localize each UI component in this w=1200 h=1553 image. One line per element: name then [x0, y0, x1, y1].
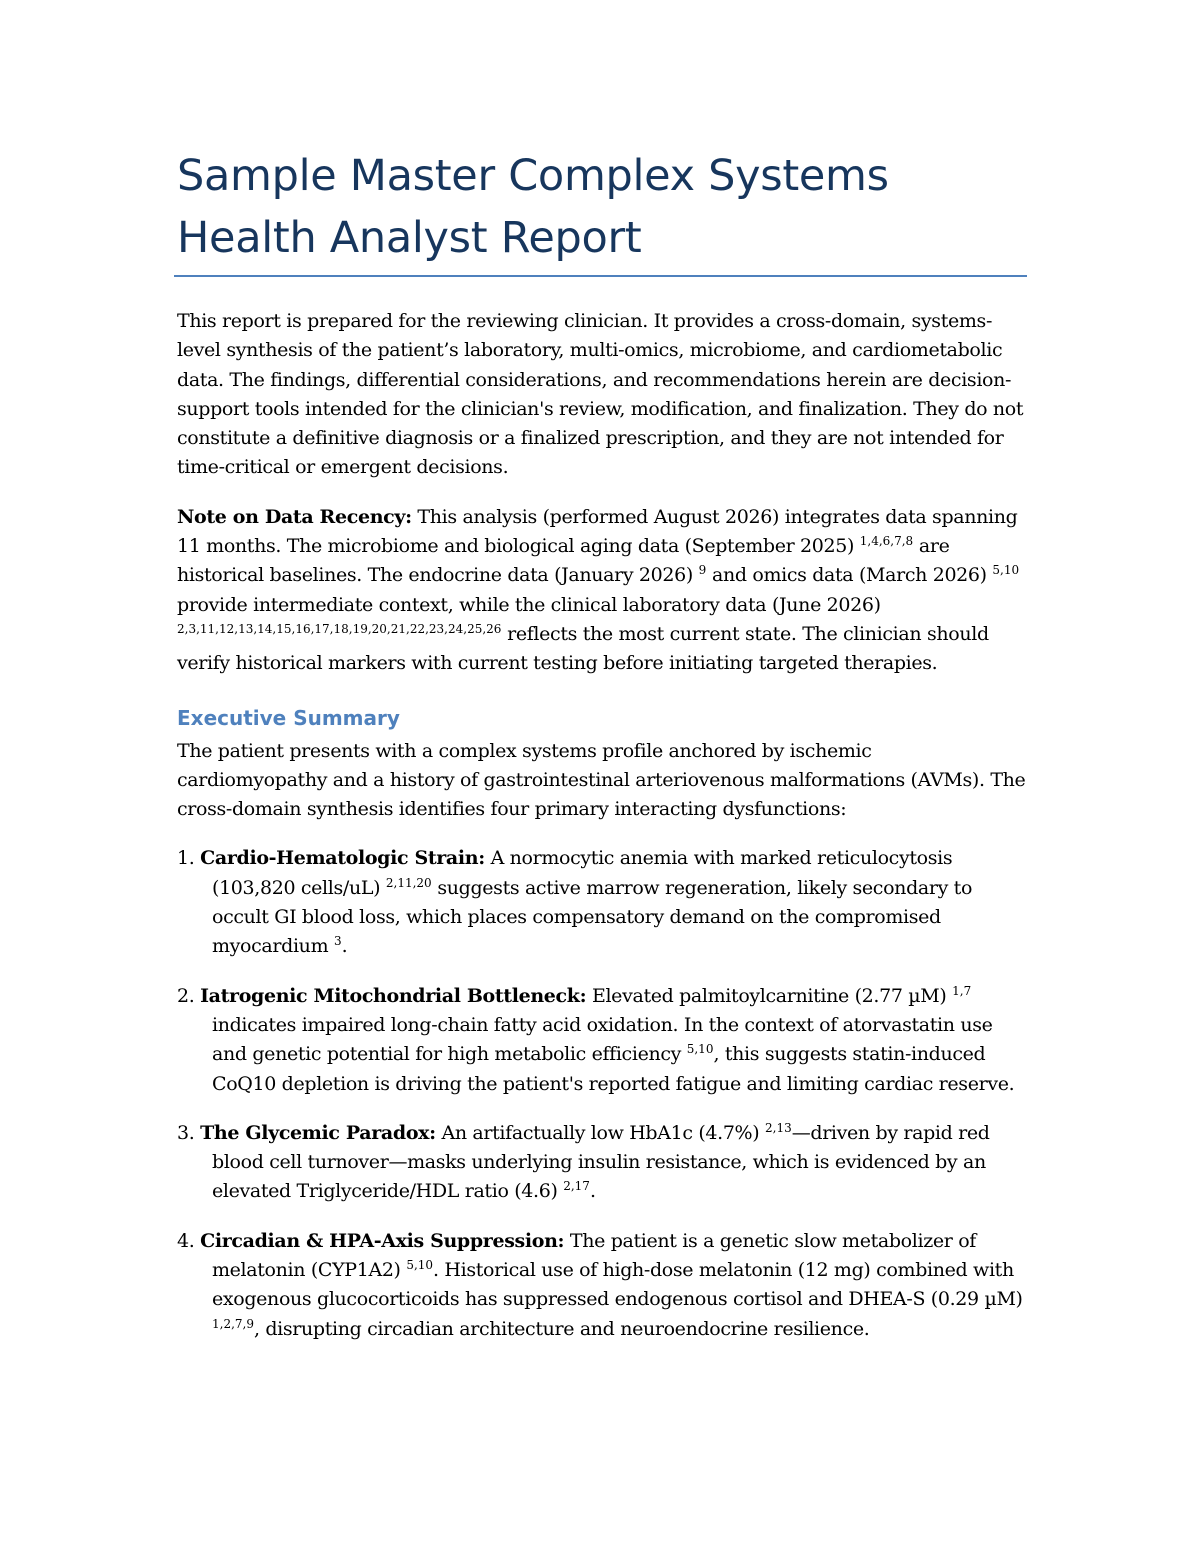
- list-item-text: An artifactually low HbA1c (4.7%): [435, 1121, 766, 1144]
- executive-summary-intro: The patient presents with a complex systems profile anchored by ischemic cardiomyopathy and a history of gastrointestinal arteriovenous malformations (AVMs). The cross-domain synthesis identifies four primary interacting dysfunctions:: [177, 739, 1026, 821]
- list-item-text: Elevated palmitoylcarnitine (2.77 µM): [586, 984, 953, 1007]
- citation-superscript: 5,10: [686, 1042, 714, 1057]
- list-item-label: Cardio-Hematologic Strain:: [200, 847, 485, 870]
- citation-superscript: 2,3,11,12,13,14,15,16,17,18,19,20,21,22,23,24,25,26: [177, 621, 502, 636]
- list-item: [177, 982, 1027, 1099]
- report-title-line-2: Health Analyst Report: [177, 213, 642, 263]
- data-recency-label: Note on Data Recency:: [177, 505, 412, 528]
- data-recency-note: [177, 503, 1027, 679]
- report-title: [177, 145, 1027, 269]
- citation-superscript: 9: [698, 563, 707, 578]
- list-item-number: 3.: [177, 1121, 201, 1144]
- list-item: [177, 844, 1027, 961]
- list-item-label: Circadian & HPA-Axis Suppression:: [200, 1229, 565, 1252]
- citation-superscript: 5,10: [992, 563, 1020, 578]
- intro-paragraph: This report is prepared for the reviewing clinician. It provides a cross-domain, systems-level synthesis of the patient’s laboratory, multi-omics, microbiome, and cardiometabolic data. The findings, differential considerations, and recommendations herein are decision-support tools intended for the clinician's review, modification, and finalization. They do not constitute a definitive diagnosis or a finalized prescription, and they are not intended for time-critical or emergent decisions.: [177, 310, 1024, 479]
- list-item-text: suggests active marrow regeneration, likely secondary to occult GI blood loss, which places compensatory demand on the compromised myocardium: [212, 876, 973, 958]
- list-item-label: Iatrogenic Mitochondrial Bottleneck:: [200, 984, 587, 1007]
- list-item-number: 4.: [177, 1229, 201, 1252]
- findings-list: [177, 844, 1027, 1343]
- list-item-text: .: [341, 935, 348, 958]
- list-item-number: 2.: [177, 984, 201, 1007]
- list-item-text: —driven by rapid red blood cell turnover—masks underlying insulin resistance, which is evidenced by an elevated Triglyceride/HDL ratio (4.6): [212, 1121, 990, 1203]
- executive-summary-heading: Executive Summary: [177, 705, 400, 730]
- list-item-text: indicates impaired long-chain fatty acid oxidation. In the context of atorvastatin use and genetic potential for high metabolic efficiency: [212, 1013, 993, 1066]
- citation-superscript: 2,11,20: [385, 875, 432, 890]
- list-item-number: 1.: [177, 847, 201, 870]
- report-page: [177, 145, 1027, 1364]
- list-item-text: The patient is a genetic slow metabolizer of melatonin (CYP1A2): [212, 1229, 976, 1282]
- list-item-text: , disrupting circadian architecture and neuroendocrine resilience.: [253, 1317, 870, 1340]
- list-item-text: .: [589, 1180, 596, 1203]
- citation-superscript: 1,2,7,9: [212, 1316, 254, 1331]
- recency-text-3: and omics data (March 2026): [706, 564, 993, 587]
- list-item: [177, 1227, 1027, 1344]
- recency-text-2: are historical baselines. The endocrine data (January 2026): [177, 535, 950, 587]
- citation-superscript: 1,7: [952, 983, 972, 998]
- recency-text-5: reflects the most current state. The clinician should verify historical markers with current testing before initiating targeted therapies.: [177, 622, 989, 675]
- recency-text-1: This analysis (performed August 2026) integrates data spanning 11 months. The microbiome and biological aging data (September 2025): [177, 505, 1018, 558]
- citation-superscript: 5,10: [406, 1258, 434, 1273]
- report-title-line-1: Sample Master Complex Systems: [177, 151, 889, 201]
- list-item: [177, 1119, 1027, 1207]
- title-divider: [174, 275, 1027, 277]
- citation-superscript: 3: [333, 934, 342, 949]
- list-item-text: , this suggests statin-induced CoQ10 depletion is driving the patient's reported fatigue and limiting cardiac reserve.: [212, 1043, 1015, 1095]
- citation-superscript: 1,4,6,7,8: [859, 534, 914, 549]
- list-item-text: A normocytic anemia with marked reticulocytosis (103,820 cells/uL): [212, 847, 953, 899]
- citation-superscript: 2,17: [563, 1179, 590, 1194]
- list-item-label: The Glycemic Paradox:: [200, 1121, 436, 1144]
- citation-superscript: 2,13: [765, 1120, 792, 1135]
- list-item-text: . Historical use of high-dose melatonin (12 mg) combined with exogenous glucocorticoids has suppressed endogenous cortisol and DHEA-S (0.29 µM): [212, 1259, 1023, 1311]
- recency-text-4: provide intermediate context, while the clinical laboratory data (June 2026): [177, 593, 881, 616]
